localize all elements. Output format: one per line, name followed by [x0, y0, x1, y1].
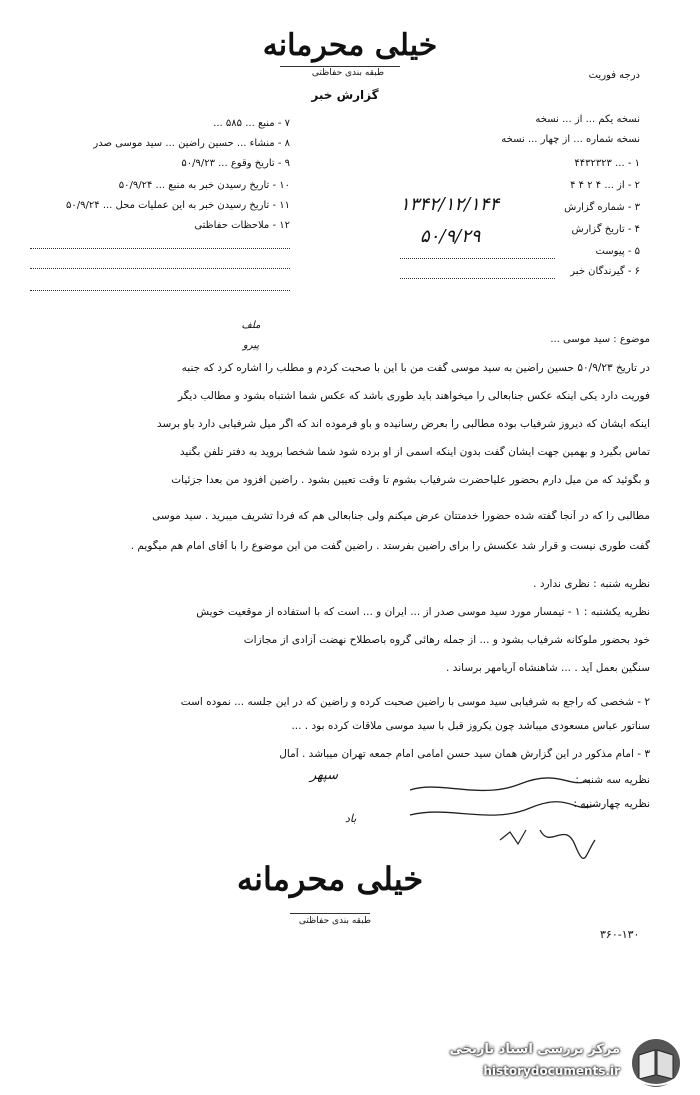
- handwritten-bad: باد: [345, 812, 357, 825]
- retention-label: طبقه بندی حفاظتی: [311, 68, 385, 78]
- item-2-line-2: سناتور عباس مسعودی میباشد چون یکروز قبل با سید موسی ملاقات کرده بود . ...: [291, 720, 650, 732]
- retention-label-bottom: طبقه بندی حفاظتی: [298, 916, 372, 926]
- copy-number: نسخه شماره ... از چهار ... نسخه: [501, 134, 640, 145]
- body-line-6: مطالبی را که در آنجا گفته شده حضورا خدمتتان عرض میکنم ولی جنابعالی هم که فردا تشریف میبرید . سید موسی: [152, 510, 650, 522]
- field-12: ۱۲ - ملاحظات حفاظتی: [194, 220, 290, 231]
- handwritten-scribbles: [400, 770, 600, 870]
- body-line-2: فوریت دارد یکی اینکه عکس جنابعالی را میخواهند باید طوری باشد که عکس شما اشتباه بشود و مطالب دیگر: [177, 390, 650, 402]
- report-title: گزارش خبر: [311, 88, 379, 102]
- blank-line-1: [30, 248, 290, 249]
- field-3-label: ۳ - شماره گزارش: [564, 202, 640, 213]
- opinion-saturday: نظریه شنبه : نظری ندارد .: [533, 578, 650, 590]
- body-line-3: اینکه ایشان که دیروز شرفیاب بوده مطالبی را بعرض رسانیده و باو فرموده اند که اگر میل شرفیابی دارد باو برسد: [157, 418, 650, 430]
- field-10: ۱۰ - تاریخ رسیدن خبر به منبع ... ۵۰/۹/۲۴: [118, 180, 290, 191]
- opinion-sunday-3: سنگین بعمل آید . ... شاهنشاه آریامهر برساند .: [446, 662, 650, 674]
- field-1: ۱ - ... ۴۴۳۲۳۲۳: [574, 158, 640, 169]
- side-note-1: ملف: [241, 320, 261, 331]
- item-3-line: ۳ - امام مذکور در این گزارش همان سید حسن امامی امام جمعه تهران میباشد . آمال: [279, 748, 650, 760]
- body-line-5: و بگوئید که من میل دارم بحضور علیاحضرت شرفیاب بشوم تا وقت تعیین بشود . راضین افزود من بعدا جزئیات: [171, 474, 650, 486]
- classification-stamp-top: خیلی محرمانه: [262, 28, 438, 63]
- report-date-handwritten: ۵۰/۹/۲۹: [420, 226, 481, 247]
- field-7: ۷ - منبع ... ۵۸۵ ...: [213, 118, 290, 129]
- book-emblem-icon: [625, 1035, 687, 1091]
- field-5: ۵ - پیوست: [595, 246, 640, 257]
- blank-line-2: [30, 268, 290, 269]
- field-2: ۲ - از ... ۴ ۲ ۴ ۴: [570, 180, 640, 191]
- field-8: ۸ - منشاء ... حسین راضین ... سید موسی صدر: [93, 138, 290, 149]
- page-number: ۳۶۰-۱۳۰: [600, 928, 640, 941]
- watermark-fa: مرکز بررسی اسناد تاریخی: [449, 1042, 620, 1057]
- field-11: ۱۱ - تاریخ رسیدن خبر به این عملیات محل ... ۵۰/۹/۲۴: [66, 200, 290, 211]
- bottom-stamp-underline: [290, 913, 370, 914]
- priority-label: درجه فوریت: [588, 70, 640, 81]
- opinion-monday: نظریه سه شنبه :: [575, 774, 650, 786]
- body-line-7: گفت طوری نیست و قرار شد عکسش را برای راضین بفرستد . راضین گفت من این موضوع را با آقای امام هم میگویم .: [130, 540, 650, 552]
- field-4-label: ۴ - تاریخ گزارش: [571, 224, 640, 235]
- body-line-4: تماس بگیرد و بهمین جهت ایشان گفت بدون اینکه اسمی از او برده شود شما شخصا بروید به دفتر تلفن بگنید: [179, 446, 650, 458]
- opinion-sunday-1: نظریه یکشنبه : ۱ - تیمسار مورد سید موسی صدر از ... ایران و ... است که با استفاده از موقعیت خویش: [196, 606, 650, 618]
- field-9: ۹ - تاریخ وقوع ... ۵۰/۹/۲۳: [181, 158, 290, 169]
- copy-info: نسخه یکم ... از ... نسخه: [535, 114, 640, 125]
- report-number-handwritten: ۱۳۴۲/۱۲/۱۴۴: [400, 194, 500, 215]
- signature-sepehr: سپهر: [310, 768, 338, 783]
- field-6: ۶ - گیرندگان خبر: [570, 266, 640, 277]
- subject-line: موضوع : سید موسی ...: [550, 334, 650, 345]
- opinion-sunday-2: خود بحضور ملوکانه شرفیاب بشود و ... از جمله رهائی گروه باصطلاح نهضت آزادی از مجازات: [243, 634, 650, 646]
- blank-line-3: [30, 290, 290, 291]
- watermark-en: historydocuments.ir: [483, 1064, 620, 1078]
- field-6-line: [400, 278, 555, 279]
- body-line-1: در تاریخ ۵۰/۹/۲۳ حسین راضین به سید موسی گفت من با این با صحبت کردم و مطلب را اشاره کرد که جنبه: [181, 362, 650, 374]
- opinion-tuesday: نظریه چهارشنبه :: [573, 798, 650, 810]
- stamp-underline: [280, 66, 400, 67]
- field-5-line: [400, 258, 555, 259]
- item-2-line-1: ۲ - شخصی که راجع به شرفیابی سید موسی با راضین صحبت کرده و راضین که در این جلسه ... نموده است: [180, 696, 650, 708]
- side-note-2: پیرو: [242, 340, 260, 351]
- classification-stamp-bottom: خیلی محرمانه: [236, 860, 424, 898]
